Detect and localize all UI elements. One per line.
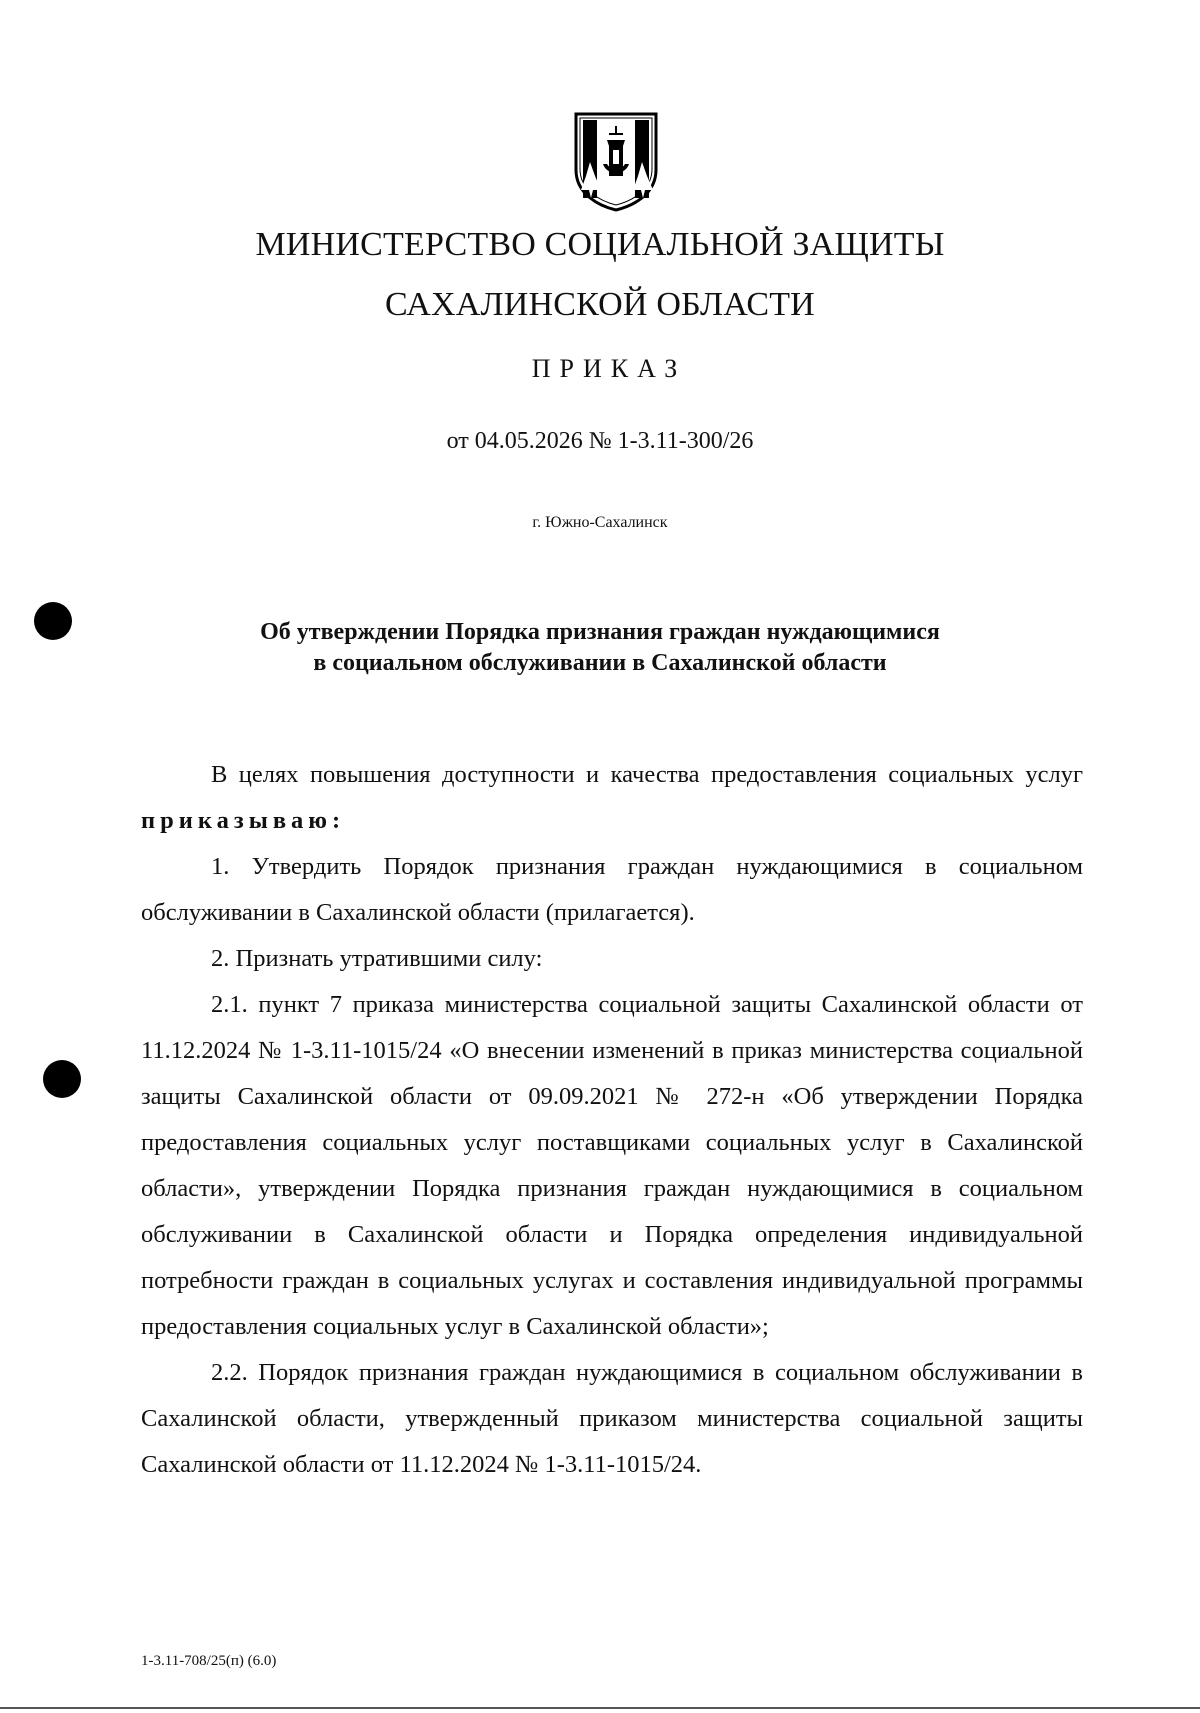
preamble-text: В целях повышения доступности и качества предоставления социальных услуг	[211, 761, 1083, 788]
order-date-number: от 04.05.2026 № 1-3.11-300/26	[446, 428, 754, 454]
item-1-paragraph: 1. Утвердить Порядок признания граждан нуждающимися в социальном обслуживании в Сахалинской области (прилагается).	[141, 853, 1083, 926]
preamble-paragraph	[141, 752, 1083, 844]
scan-bottom-line	[0, 1707, 1200, 1709]
city-line: г. Южно-Сахалинск	[532, 514, 668, 531]
order-heading: ПРИКАЗ	[531, 354, 687, 383]
item-2-paragraph: 2. Признать утратившими силу:	[211, 945, 543, 972]
item-2-1-paragraph: 2.1. пункт 7 приказа министерства социальной защиты Сахалинской области от 11.12.2024 № 1-3.11-1015/24 «О внесении изменений в приказ министерства социальной защиты Сахалинской области от 09.09.2021 № 272-н «Об утверждении Порядка предоставления социальных услуг поставщиками социальных услуг в Сахалинской области», утверждении Порядка признания граждан нуждающимися в социальном обслуживании в Сахалинской области и Порядка определения индивидуальной потребности граждан в социальных услугах и составления индивидуальной программы предоставления социальных услуг в Сахалинской области»;	[141, 991, 1083, 1340]
punch-hole-bottom	[43, 1060, 81, 1098]
title-line2: в социальном обслуживании в Сахалинской области	[313, 650, 887, 676]
coat-of-arms-emblem	[573, 112, 659, 212]
document-code: 1-3.11-708/25(п) (6.0)	[141, 1653, 277, 1669]
punch-hole-top	[34, 602, 72, 640]
document-body	[141, 752, 1083, 1488]
ministry-title-line1: МИНИСТЕРСТВО СОЦИАЛЬНОЙ ЗАЩИТЫ	[255, 226, 945, 263]
title-line1: Об утверждении Порядка признания граждан нуждающимися	[260, 619, 940, 645]
document-title	[0, 617, 1200, 679]
preamble-emphasis: приказываю:	[141, 807, 346, 834]
item-2-2-paragraph: 2.2. Порядок признания граждан нуждающимися в социальном обслуживании в Сахалинской области, утвержденный приказом министерства социальной защиты Сахалинской области от 11.12.2024 № 1-3.11-1015/24.	[141, 1359, 1083, 1478]
ministry-title-line2: САХАЛИНСКОЙ ОБЛАСТИ	[385, 286, 815, 323]
